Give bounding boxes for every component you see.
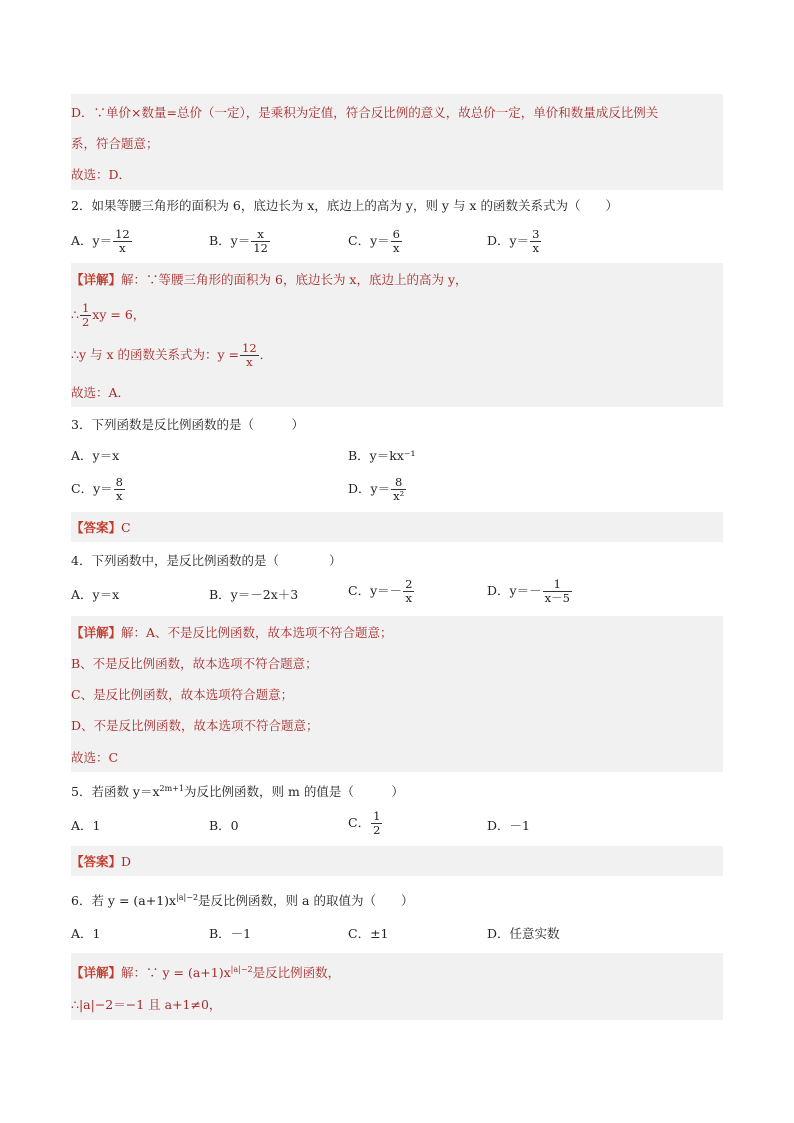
q5-answer: 【答案】D xyxy=(71,854,132,869)
answer-block-q3 xyxy=(71,512,723,542)
q4-detail-line-4: D、不是反比例函数，故本选项不符合题意； xyxy=(71,718,319,733)
q4-option-b: B．y＝－2x＋3 xyxy=(209,587,299,602)
q3-stem: 3．下列函数是反比例函数的是（ ） xyxy=(71,417,304,432)
q3-answer: 【答案】C xyxy=(71,520,131,535)
q2-answer-line: 故选：A． xyxy=(71,385,131,400)
q6-detail-line-1: 【详解】解：∵ $y = (a+1)x^{|a|-2}$是反比例函数， xyxy=(71,965,341,981)
q6-option-b: B．－1 xyxy=(209,926,252,941)
q1-solution-line-1: D．∵单价×数量=总价（一定），是乘积为定值，符合反比例的意义，故总价一定，单价和数量成反比例关 xyxy=(71,105,659,120)
q4-detail-line-2: B、不是反比例函数，故本选项不符合题意； xyxy=(71,656,318,671)
q3-option-a: A．y＝x xyxy=(71,448,120,463)
q6-stem: 6．若 $y = (a+1)x^{|a|-2}$是反比例函数，则 a 的取值为（ ） xyxy=(71,893,414,909)
q5-option-b: B．0 xyxy=(209,818,239,833)
q4-option-a: A．y＝x xyxy=(71,587,120,602)
q2-stem: 2．如果等腰三角形的面积为 6，底边长为 x，底边上的高为 y，则 y 与 x 的函数关系式为（ ） xyxy=(71,198,618,213)
answer-block-q5 xyxy=(71,846,723,876)
q4-detail-line-1: 【详解】解：A、不是反比例函数，故本选项不符合题意； xyxy=(71,625,393,640)
q4-stem: 4．下列函数中，是反比例函数的是（ ） xyxy=(71,553,342,568)
q1-answer-line: 故选：D． xyxy=(71,167,132,182)
q6-option-d: D．任意实数 xyxy=(487,926,560,941)
q4-option-c: C．y＝－ $\frac{2}{x}$ xyxy=(348,577,413,605)
q1-solution-line-2: 系，符合题意； xyxy=(71,136,159,151)
q5-stem: 5．若函数 $y=x^{2m+1}$为反比例函数，则 m 的值是（ ） xyxy=(71,784,404,800)
q3-option-d: D．y＝ $\frac{8}{\text{x²}}$ xyxy=(348,475,405,503)
q6-option-c: C．±1 xyxy=(348,926,389,941)
q6-option-a: A．1 xyxy=(71,926,101,941)
q3-option-b: B．y＝kx⁻¹ xyxy=(348,448,416,463)
q4-detail-line-3: C、是反比例函数，故本选项符合题意； xyxy=(71,687,294,702)
q5-option-a: A．1 xyxy=(71,818,101,833)
q6-detail-line-2: ∴|a|−2＝−1 且 a+1≠0， xyxy=(71,997,222,1012)
q5-option-d: D．－1 xyxy=(487,818,530,833)
q2-option-d: D．y＝ $\frac{3}{x}$ xyxy=(487,227,540,255)
q2-detail-line-3: ∴y 与 x 的函数关系式为：y = $\frac{12}{x}$ ． xyxy=(71,341,273,369)
q4-answer-line: 故选：C xyxy=(71,750,119,765)
q3-option-c: C．y＝ $\frac{8}{x}$ xyxy=(71,475,123,503)
q4-option-d: D．y＝－ $\frac{1}{x-5}$ xyxy=(487,577,570,605)
q5-option-c: C． $\frac{1}{2}$ xyxy=(348,809,381,837)
q2-detail-line-2: ∴ $\frac{1}{2}$ xy = 6， xyxy=(71,301,146,329)
q2-option-a: A．y＝ $\frac{12}{x}$ xyxy=(71,227,130,255)
q2-option-b: B．y＝ $\frac{x}{12}$ xyxy=(209,227,268,255)
q2-detail-line-1: 【详解】解：∵等腰三角形的面积为 6，底边长为 x，底边上的高为 y， xyxy=(71,272,468,287)
q2-option-c: C．y＝ $\frac{6}{x}$ xyxy=(348,227,400,255)
